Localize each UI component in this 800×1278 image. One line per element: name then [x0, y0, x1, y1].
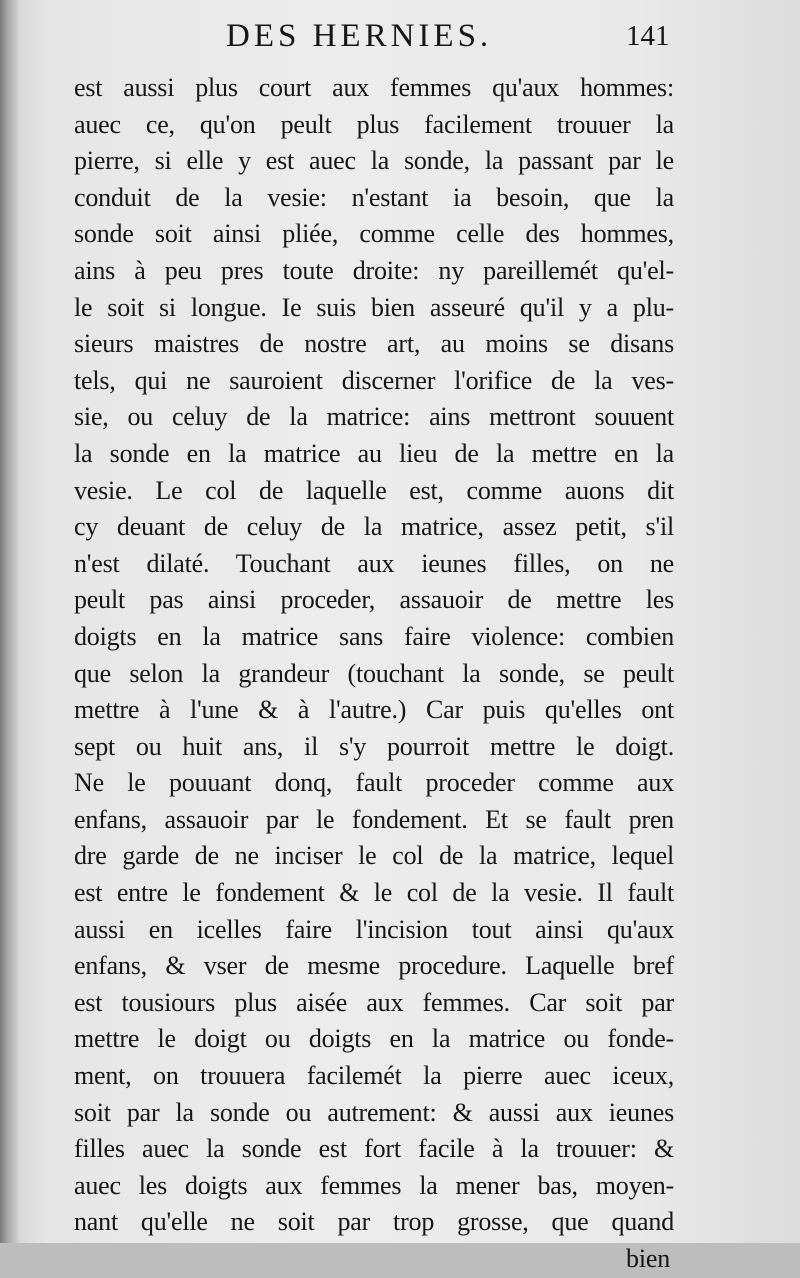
text-line: que selon la grandeur (touchant la sonde, se peult — [74, 658, 674, 688]
text-line: sie, ou celuy de la matrice: ains mettront souuent — [74, 402, 674, 432]
text-line: Ne le pouuant donq, fault proceder comme aux — [74, 768, 674, 798]
text-line: nant qu'elle ne soit par trop grosse, que quand — [74, 1207, 674, 1237]
gutter-shadow — [0, 0, 20, 1243]
text-line: vesie. Le col de laquelle est, comme auons dit — [74, 475, 674, 505]
text-line: doigts en la matrice sans faire violence: combien — [74, 621, 674, 651]
text-line: sonde soit ainsi pliée, comme celle des hommes, — [74, 219, 674, 249]
text-line: est entre le fondement & le col de la vesie. Il fault — [74, 878, 674, 908]
text-line: est tousiours plus aisée aux femmes. Car soit par — [74, 987, 674, 1017]
text-line: aussi en icelles faire l'incision tout ainsi qu'aux — [74, 914, 674, 944]
text-line: conduit de la vesie: n'estant ia besoin, que la — [74, 182, 674, 212]
catchword: bien — [626, 1244, 670, 1273]
page-header — [0, 16, 800, 56]
text-line: sieurs maistres de nostre art, au moins se disans — [74, 329, 674, 359]
text-line: n'est dilaté. Touchant aux ieunes filles, on ne — [74, 548, 674, 578]
text-line: tels, qui ne sauroient discerner l'orifice de la ves- — [74, 365, 674, 395]
body-text — [74, 70, 674, 1278]
text-line: le soit si longue. Ie suis bien asseuré qu'il y a plu- — [74, 292, 674, 322]
text-line: mettre à l'une & à l'autre.) Car puis qu'elles ont — [74, 695, 674, 725]
text-line: enfans, assauoir par le fondement. Et se fault pren — [74, 804, 674, 834]
text-line: auec ce, qu'on peult plus facilement trouuer la — [74, 109, 674, 139]
text-line: ment, on trouuera facilemét la pierre auec iceux, — [74, 1061, 674, 1091]
text-line: ains à peu pres toute droite: ny pareillemét qu'el- — [74, 255, 674, 285]
text-line: enfans, & vser de mesme procedure. Laquelle bref — [74, 951, 674, 981]
text-line: soit par la sonde ou autrement: & aussi aux ieunes — [74, 1097, 674, 1127]
text-line: dre garde de ne inciser le col de la matrice, lequel — [74, 841, 674, 871]
text-line: est aussi plus court aux femmes qu'aux hommes: — [74, 73, 674, 102]
text-line: mettre le doigt ou doigts en la matrice ou fonde- — [74, 1024, 674, 1054]
text-line: sept ou huit ans, il s'y pourroit mettre le doigt. — [74, 731, 674, 761]
page-number: 141 — [626, 20, 670, 52]
text-line: peult pas ainsi proceder, assauoir de mettre les — [74, 585, 674, 615]
text-line: cy deuant de celuy de la matrice, assez petit, s'il — [74, 512, 674, 542]
running-title: DES HERNIES. — [226, 18, 493, 54]
text-line: filles auec la sonde est fort facile à la trouuer: & — [74, 1134, 674, 1164]
text-line: auec les doigts aux femmes la mener bas, moyen- — [74, 1170, 674, 1200]
text-line: la sonde en la matrice au lieu de la mettre en la — [74, 438, 674, 468]
text-line: pierre, si elle y est auec la sonde, la passant par le — [74, 146, 674, 176]
